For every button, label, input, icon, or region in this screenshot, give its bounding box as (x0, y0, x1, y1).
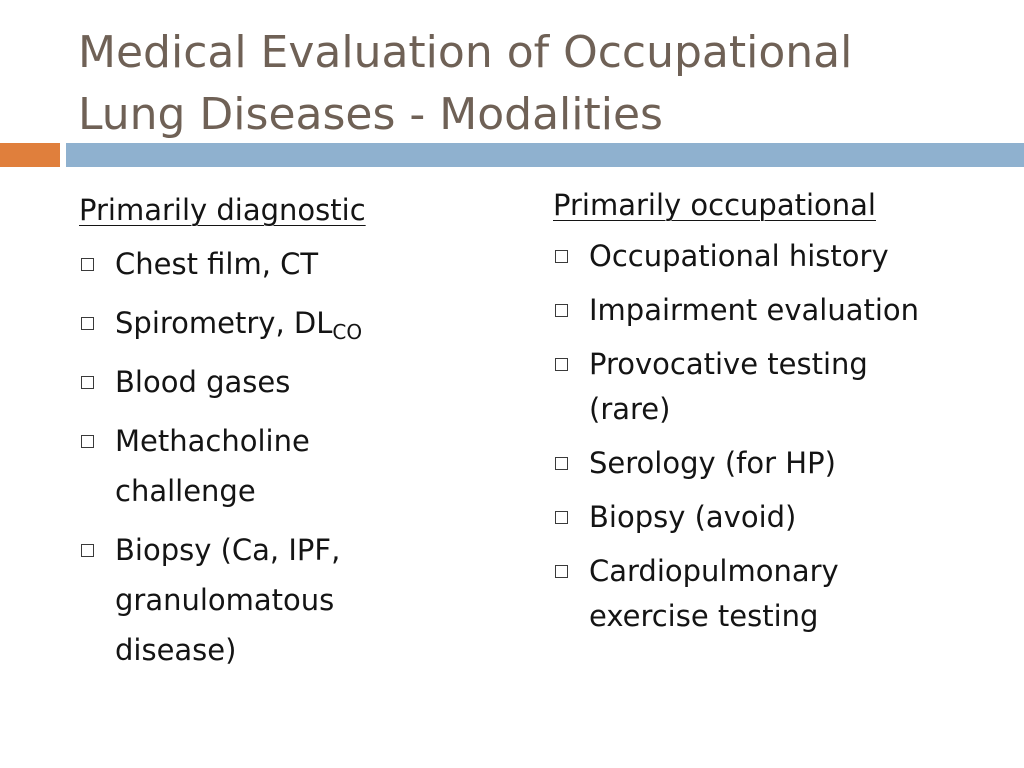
slide-title-line-1: Medical Evaluation of Occupational (78, 27, 853, 78)
list-item (79, 357, 459, 407)
square-bullet-icon (555, 250, 568, 263)
square-bullet-icon (555, 565, 568, 578)
list-item (553, 495, 1003, 540)
left-column-heading: Primarily diagnostic (79, 193, 366, 227)
list-item-text: Occupational history (589, 239, 889, 273)
slide-title-line-2: Lung Diseases - Modalities (78, 89, 663, 140)
square-bullet-icon (81, 435, 94, 448)
list-item (553, 342, 1003, 432)
square-bullet-icon (555, 358, 568, 371)
list-item-subscript: CO (332, 320, 363, 344)
list-item-text: Chest film, CT (115, 247, 319, 281)
list-item-text: Cardiopulmonary exercise testing (589, 554, 839, 633)
list-item (79, 239, 459, 289)
list-item-text: Biopsy (Ca, IPF, granulomatous disease) (115, 533, 341, 667)
list-item-text: Blood gases (115, 365, 291, 399)
title-divider-bar (66, 143, 1024, 167)
list-item (553, 549, 1003, 639)
square-bullet-icon (555, 511, 568, 524)
right-column (553, 185, 1003, 639)
right-column-heading: Primarily occupational (553, 188, 876, 222)
square-bullet-icon (555, 457, 568, 470)
list-item-text: Biopsy (avoid) (589, 500, 797, 534)
list-item (553, 288, 1003, 333)
list-item-text: Provocative testing (rare) (589, 347, 868, 426)
square-bullet-icon (81, 258, 94, 271)
list-item-main-text: Spirometry, DL (115, 306, 333, 340)
list-item (79, 298, 459, 348)
square-bullet-icon (81, 544, 94, 557)
square-bullet-icon (81, 317, 94, 330)
list-item (553, 234, 1003, 279)
left-column (79, 190, 459, 675)
list-item (79, 416, 459, 516)
list-item-text (115, 298, 459, 348)
square-bullet-icon (81, 376, 94, 389)
left-bullet-list (79, 239, 459, 675)
right-bullet-list (553, 234, 1003, 639)
slide-title (78, 22, 978, 146)
list-item-text: Impairment evaluation (589, 293, 920, 327)
accent-bar (0, 143, 60, 167)
list-item (79, 525, 459, 675)
list-item (553, 441, 1003, 486)
square-bullet-icon (555, 304, 568, 317)
list-item-text: Serology (for HP) (589, 446, 836, 480)
list-item-text: Methacholine challenge (115, 424, 310, 508)
